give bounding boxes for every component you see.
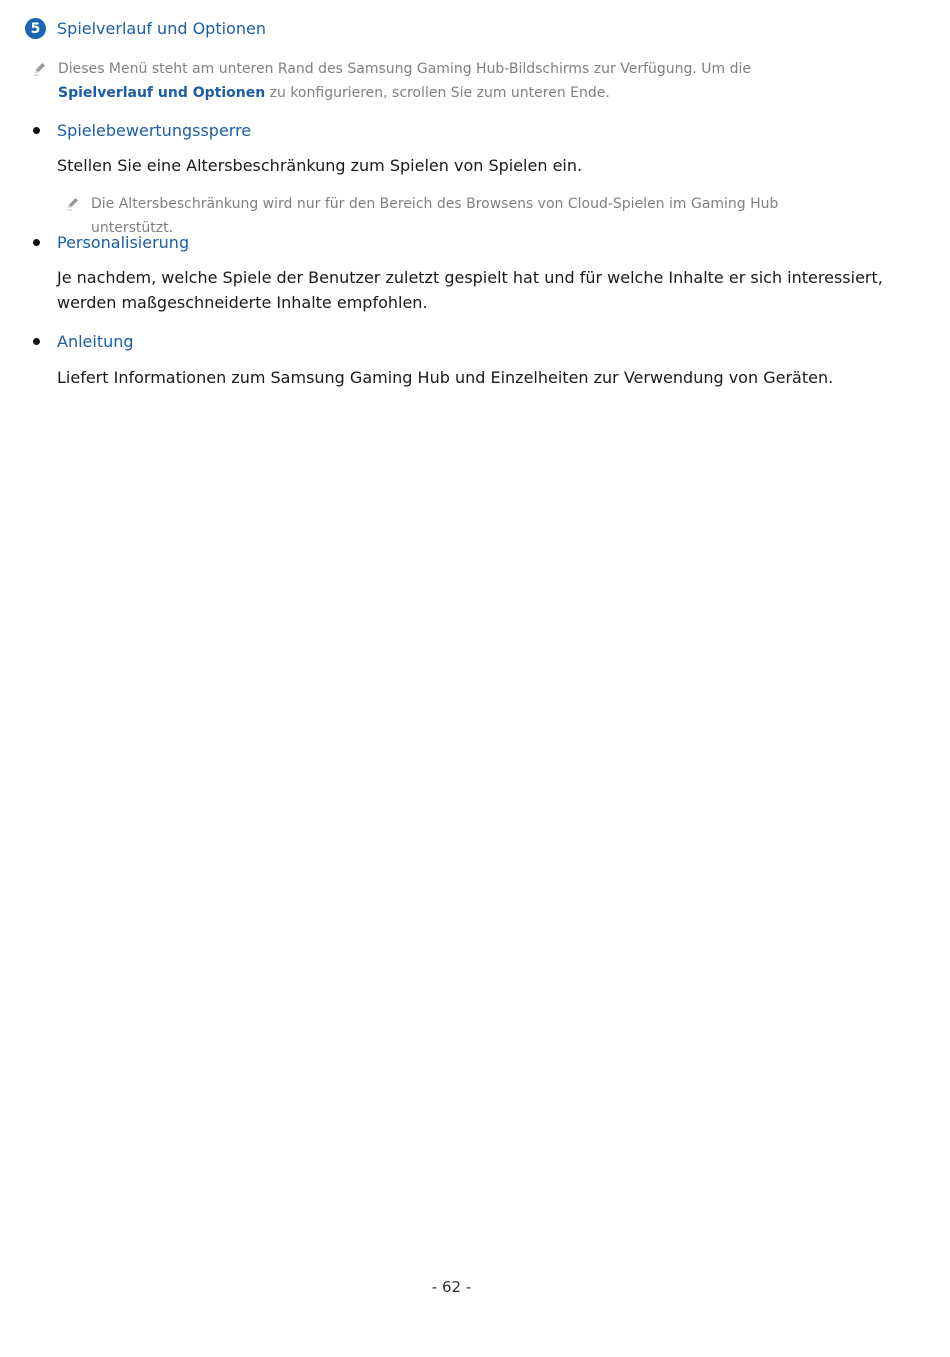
bullet-dot bbox=[33, 338, 40, 345]
note-text bbox=[58, 57, 832, 105]
list-item-description: Liefert Informationen zum Samsung Gaming Hub und Einzelheiten zur Verwendung von Geräten. bbox=[57, 368, 834, 387]
section-header bbox=[25, 18, 266, 39]
bullet-dot bbox=[33, 127, 40, 134]
page-number: - 62 - bbox=[431, 1278, 472, 1296]
list-item-spielebewertungssperre bbox=[33, 121, 251, 140]
note-text-after: zu konfigurieren, scrollen Sie zum unteren Ende. bbox=[265, 85, 610, 101]
note-text-before: Dieses Menü steht am unteren Rand des Samsung Gaming Hub-Bildschirms zur Verfügung. Um die bbox=[58, 61, 752, 77]
list-item-personalisierung bbox=[33, 233, 189, 252]
list-item-description: Stellen Sie eine Altersbeschränkung zum Spielen von Spielen ein. bbox=[57, 156, 583, 175]
pencil-icon bbox=[65, 195, 81, 211]
list-item-label: Anleitung bbox=[57, 332, 134, 351]
note-highlight: Spielverlauf und Optionen bbox=[58, 85, 266, 101]
list-item-label: Personalisierung bbox=[57, 233, 190, 252]
list-item-anleitung bbox=[33, 332, 134, 351]
section-title: Spielverlauf und Optionen bbox=[57, 19, 266, 38]
list-item-description: Je nachdem, welche Spiele der Benutzer zuletzt gespielt hat und für welche Inhalte er sich interessiert, werden maßgeschneiderte Inhalte empfohlen. bbox=[57, 268, 883, 312]
pencil-icon bbox=[32, 60, 48, 76]
list-item-label: Spielebewertungssperre bbox=[57, 121, 252, 140]
section-number-badge: 5 bbox=[25, 18, 46, 39]
note-menu-location bbox=[32, 57, 832, 105]
note-text: Die Altersbeschränkung wird nur für den Bereich des Browsens von Cloud-Spielen im Gaming Hub unterstützt. bbox=[91, 196, 779, 236]
bullet-dot bbox=[33, 239, 40, 246]
